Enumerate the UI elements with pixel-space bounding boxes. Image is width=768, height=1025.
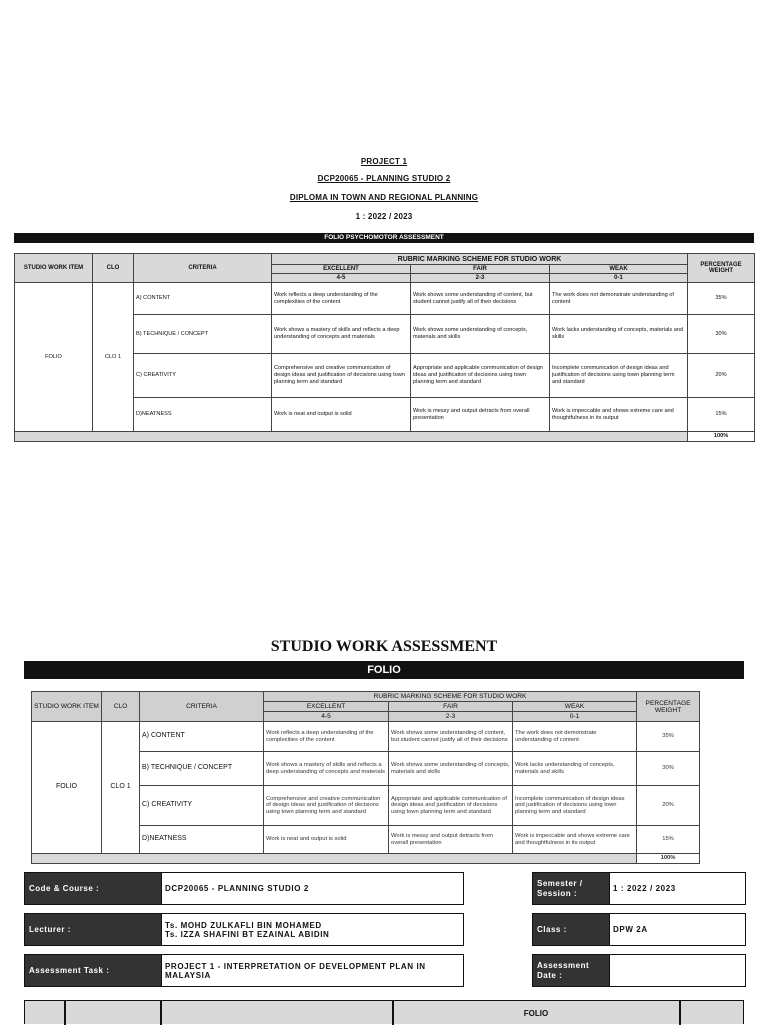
- excellent-cell: Work shows a mastery of skills and reflects a deep understanding of concepts and materials: [264, 752, 389, 786]
- code-course-label: Code & Course :: [25, 873, 161, 904]
- divider: [160, 1001, 162, 1025]
- range-fair: 2-3: [411, 274, 550, 283]
- semester-label: Semester / Session :: [533, 873, 609, 904]
- bottom-folio-header: FOLIO: [523, 1009, 549, 1018]
- weight-cell: 15%: [637, 826, 700, 854]
- weak-cell: Work lacks understanding of concepts, materials and skills: [513, 752, 637, 786]
- assessment-date-label: Assessment Date :: [533, 955, 609, 986]
- weight-cell: 35%: [637, 722, 700, 752]
- col-studio-work-item: STUDIO WORK ITEM: [15, 254, 93, 283]
- criteria-cell: C) CREATIVITY: [140, 786, 264, 826]
- weight-cell: 20%: [637, 786, 700, 826]
- fair-cell: Work shows some understanding of concepts, materials and skills: [389, 752, 513, 786]
- col-excellent: EXCELLENT: [264, 702, 389, 712]
- fair-cell: Work shows some understanding of content, but student cannot justify all of their decisions: [389, 722, 513, 752]
- total-weight: 100%: [688, 432, 755, 442]
- col-fair: FAIR: [389, 702, 513, 712]
- divider: [679, 1001, 681, 1025]
- fair-cell: Work shows some understanding of content, but student cannot justify all of their decisions: [411, 283, 550, 315]
- fair-cell: Appropriate and applicable communication of design ideas and justification of decisions using town planning term and standard: [389, 786, 513, 826]
- col-weak: WEAK: [513, 702, 637, 712]
- diploma-title: DIPLOMA IN TOWN AND REGIONAL PLANNING: [289, 193, 479, 202]
- assessment-task-value: PROJECT 1 - INTERPRETATION OF DEVELOPMENT PLAN IN MALAYSIA: [161, 955, 463, 986]
- class-field: [532, 913, 746, 946]
- weak-cell: Incomplete communication of design ideas and justification of decisions using town planning term and standard: [550, 354, 688, 398]
- folio-banner: FOLIO: [24, 661, 744, 679]
- col-clo: CLO: [102, 692, 140, 722]
- assessment-date-field: [532, 954, 746, 987]
- excellent-cell: Comprehensive and creative communication of design ideas and justification of decisions using town planning term and standard: [272, 354, 411, 398]
- total-spacer: [32, 854, 637, 864]
- rubric-table-2: [31, 691, 700, 864]
- studio-work-item: FOLIO: [32, 722, 102, 854]
- weak-cell: Work is impeccable and shows extreme care and thoughtfulness in its output: [550, 398, 688, 432]
- course-title: DCP20065 - PLANNING STUDIO 2: [317, 174, 451, 183]
- range-excellent: 4-5: [264, 712, 389, 722]
- weak-cell: The work does not demonstrate understanding of content: [550, 283, 688, 315]
- criteria-cell: A) CONTENT: [134, 283, 272, 315]
- weak-cell: Work lacks understanding of concepts, materials and skills: [550, 315, 688, 354]
- weight-cell: 30%: [688, 315, 755, 354]
- rubric-table-1: [14, 253, 755, 442]
- assessment-task-label: Assessment Task :: [25, 955, 161, 986]
- excellent-cell: Work reflects a deep understanding of the complexities of the content: [264, 722, 389, 752]
- table-row: [15, 283, 755, 315]
- fair-cell: Work is messy and output detracts from overall presentation: [411, 398, 550, 432]
- weight-cell: 15%: [688, 398, 755, 432]
- excellent-cell: Work is neat and output is solid: [272, 398, 411, 432]
- col-studio-work-item: STUDIO WORK ITEM: [32, 692, 102, 722]
- class-label: Class :: [533, 914, 609, 945]
- assessment-date-value: [609, 955, 745, 986]
- code-course-field: [24, 872, 464, 905]
- col-criteria: CRITERIA: [134, 254, 272, 283]
- semester-value: 1 : 2022 / 2023: [609, 873, 745, 904]
- weight-cell: 30%: [637, 752, 700, 786]
- criteria-cell: B) TECHNIQUE / CONCEPT: [140, 752, 264, 786]
- weight-cell: 20%: [688, 354, 755, 398]
- col-clo: CLO: [93, 254, 134, 283]
- col-fair: FAIR: [411, 265, 550, 274]
- fair-cell: Work shows some understanding of concepts, materials and skills: [411, 315, 550, 354]
- code-course-value: DCP20065 - PLANNING STUDIO 2: [161, 873, 463, 904]
- lecturer-value: [161, 914, 463, 945]
- range-excellent: 4-5: [272, 274, 411, 283]
- fair-cell: Appropriate and applicable communication of design ideas and justification of decisions using town planning term and standard: [411, 354, 550, 398]
- project-title: PROJECT 1: [360, 157, 408, 166]
- bottom-table-header: [24, 1000, 744, 1024]
- excellent-cell: Work reflects a deep understanding of the complexities of the content: [272, 283, 411, 315]
- criteria-cell: C) CREATIVITY: [134, 354, 272, 398]
- lecturer-field: [24, 913, 464, 946]
- col-weight: PERCENTAGE WEIGHT: [688, 254, 755, 283]
- excellent-cell: Comprehensive and creative communication of design ideas and justification of decisions using town planning term and standard: [264, 786, 389, 826]
- col-weak: WEAK: [550, 265, 688, 274]
- fair-cell: Work is messy and output detracts from overall presentation: [389, 826, 513, 854]
- weight-cell: 35%: [688, 283, 755, 315]
- excellent-cell: Work is neat and output is solid: [264, 826, 389, 854]
- col-rubric: RUBRIC MARKING SCHEME FOR STUDIO WORK: [264, 692, 637, 702]
- semester-field: [532, 872, 746, 905]
- class-value: DPW 2A: [609, 914, 745, 945]
- session-title: 1 : 2022 / 2023: [355, 212, 413, 221]
- folio-psychomotor-banner: FOLIO PSYCHOMOTOR ASSESSMENT: [14, 233, 754, 243]
- clo-value: CLO 1: [102, 722, 140, 854]
- range-weak: 0-1: [513, 712, 637, 722]
- col-rubric: RUBRIC MARKING SCHEME FOR STUDIO WORK: [272, 254, 688, 265]
- range-weak: 0-1: [550, 274, 688, 283]
- lecturer-name-1: Ts. MOHD ZULKAFLI BIN MOHAMED: [165, 920, 322, 930]
- total-weight: 100%: [637, 854, 700, 864]
- col-weight: PERCENTAGE WEIGHT: [637, 692, 700, 722]
- divider: [64, 1001, 66, 1025]
- criteria-cell: D)NEATNESS: [140, 826, 264, 854]
- col-excellent: EXCELLENT: [272, 265, 411, 274]
- clo-value: CLO 1: [93, 283, 134, 432]
- range-fair: 2-3: [389, 712, 513, 722]
- lecturer-label: Lecturer :: [25, 914, 161, 945]
- assessment-task-field: [24, 954, 464, 987]
- table-row: [32, 722, 700, 752]
- studio-work-assessment-title: STUDIO WORK ASSESSMENT: [270, 638, 498, 655]
- weak-cell: Work is impeccable and shows extreme care and thoughtfulness in its output: [513, 826, 637, 854]
- criteria-cell: A) CONTENT: [140, 722, 264, 752]
- studio-work-item: FOLIO: [15, 283, 93, 432]
- weak-cell: Incomplete communication of design ideas and justification of decisions using town planning term and standard: [513, 786, 637, 826]
- lecturer-name-2: Ts. IZZA SHAFINI BT EZAINAL ABIDIN: [165, 929, 330, 939]
- criteria-cell: D)NEATNESS: [134, 398, 272, 432]
- col-criteria: CRITERIA: [140, 692, 264, 722]
- criteria-cell: B) TECHNIQUE / CONCEPT: [134, 315, 272, 354]
- excellent-cell: Work shows a mastery of skills and reflects a deep understanding of concepts and materials: [272, 315, 411, 354]
- weak-cell: The work does not demonstrate understanding of content: [513, 722, 637, 752]
- total-spacer: [15, 432, 688, 442]
